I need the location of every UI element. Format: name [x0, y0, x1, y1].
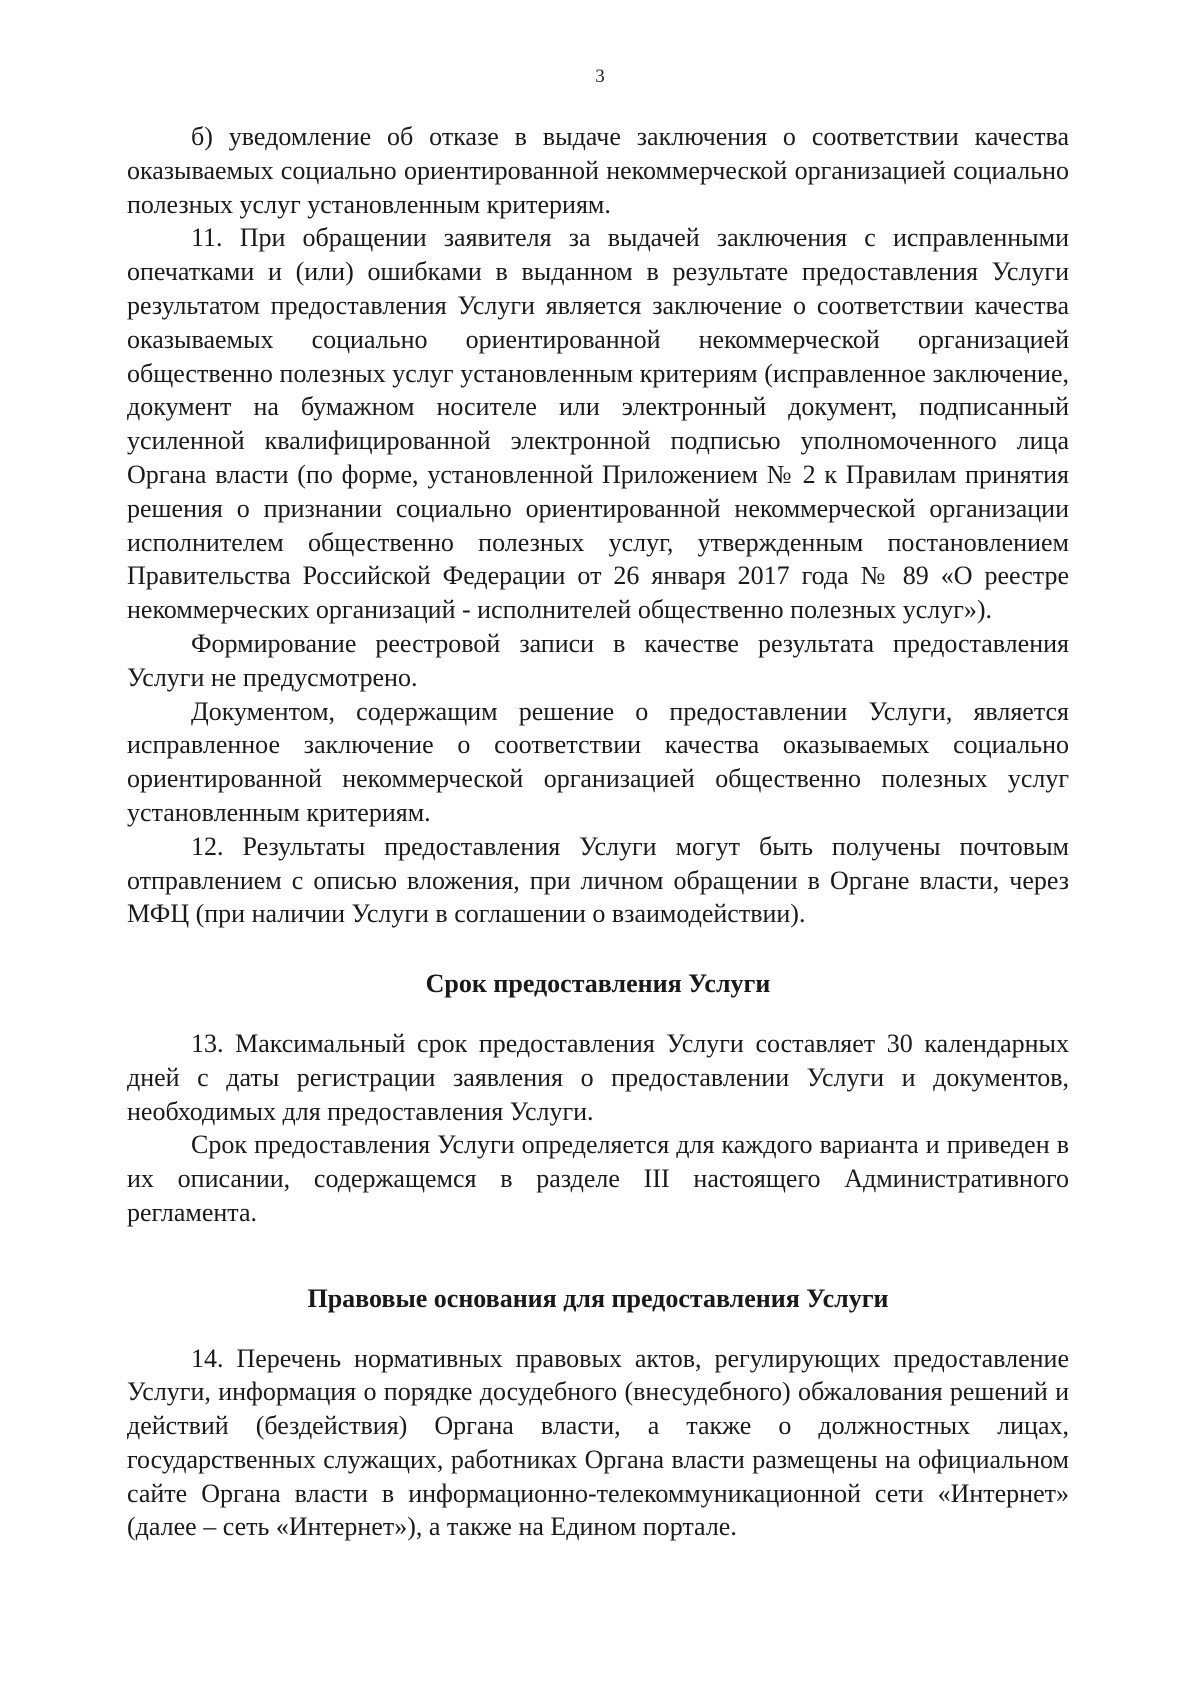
paragraph-13: 13. Максимальный срок предоставления Услуги составляет 30 календарных дней с даты регистрации заявления о предоставлении Услуги и документов, необходимых для предоставления Услуги.: [127, 1028, 1069, 1126]
paragraph-registry-record: Формирование реестровой записи в качестве результата предоставления Услуги не предусмотрено.: [127, 628, 1069, 692]
page-content: [127, 120, 1069, 1544]
section-heading-term: Срок предоставления Услуги: [425, 969, 771, 999]
paragraph-11: 11. При обращении заявителя за выдачей заключения с исправленными опечатками и (или) ошибками в выданном в результате предоставления Услуги результатом предоставления Услуги является заключение о соответствии качества оказываемых социально ориентированной некоммерческой организацией общественно полезных услуг установленным критериям (исправленное заключение, документ на бумажном носителе или электронный документ, подписанный усиленной квалифицированной электронной подписью уполномоченного лица Органа власти (по форме, установленной Приложением № 2 к Правилам принятия решения о признании социально ориентированной некоммерческой организации исполнителем общественно полезных услуг, утвержденным постановлением Правительства Российской Федерации от 26 января 2017 года № 89 «О реестре некоммерческих организаций - исполнителей общественно полезных услуг»).: [127, 223, 1069, 625]
paragraph-14: 14. Перечень нормативных правовых актов, регулирующих предоставление Услуги, информация о порядке досудебного (внесудебного) обжалования решений и действий (бездействия) Органа власти, а также о должностных лицах, государственных служащих, работниках Органа власти размещены на официальном сайте Органа власти в информационно-телекоммуникационной сети «Интернет» (далее – сеть «Интернет»), а также на Едином портале.: [127, 1343, 1069, 1542]
page-number: 3: [595, 66, 605, 87]
paragraph-b-refusal-notice: б) уведомление об отказе в выдаче заключения о соответствии качества оказываемых социально ориентированной некоммерческой организацией социально полезных услуг установленным критериям.: [127, 122, 1069, 219]
paragraph-term-variants: Срок предоставления Услуги определяется для каждого варианта и приведен в их описании, содержащемся в разделе III настоящего Административного регламента.: [127, 1130, 1069, 1227]
paragraph-decision-document: Документом, содержащим решение о предоставлении Услуги, является исправленное заключение о соответствии качества оказываемых социально ориентированной некоммерческой организацией общественно полезных услуг установленным критериям.: [127, 696, 1069, 827]
section-heading-legal-basis: Правовые основания для предоставления Услуги: [307, 1283, 889, 1313]
paragraph-12: 12. Результаты предоставления Услуги могут быть получены почтовым отправлением с описью вложения, при личном обращении в Органе власти, через МФЦ (при наличии Услуги в соглашении о взаимодействии).: [127, 831, 1069, 929]
